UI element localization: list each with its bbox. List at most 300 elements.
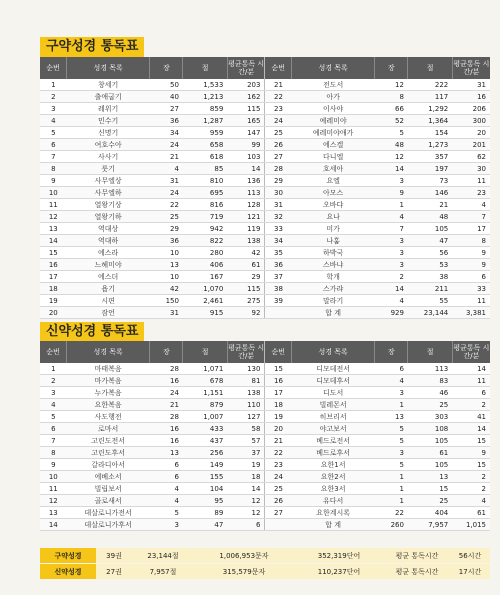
ot-cell-minutes: 115 [227, 103, 265, 115]
ot-cell-chapters: 3 [375, 175, 408, 187]
ot-cell-order: 1 [40, 79, 67, 91]
ot-cell-minutes: 162 [227, 91, 265, 103]
ot-cell-chapters: 7 [375, 223, 408, 235]
nt-cell-book: 디모데후서 [292, 375, 375, 387]
ot-cell-verses: 117 [408, 91, 452, 103]
nt-cell-minutes: 19 [227, 459, 265, 471]
nt-cell-chapters: 1 [375, 399, 408, 411]
ot-cell-minutes: 11 [452, 295, 490, 307]
ot-cell-verses: 942 [183, 223, 227, 235]
table-row [40, 247, 490, 259]
summary-cell: 315,579문자 [194, 564, 294, 580]
table-row [40, 375, 490, 387]
nt-cell-book: 골로새서 [67, 495, 150, 507]
ot-cell-order: 28 [265, 163, 292, 175]
ot-cell-order: 14 [40, 235, 67, 247]
nt-cell-minutes: 110 [227, 399, 265, 411]
nt-cell-verses: 678 [183, 375, 227, 387]
ot-cell-book: 합 계 [292, 307, 375, 319]
ot-cell-verses: 695 [183, 187, 227, 199]
ot-cell-chapters: 3 [375, 259, 408, 271]
nt-cell-order: 22 [265, 447, 292, 459]
nt-cell-verses: 7,957 [408, 519, 452, 531]
nt-cell-order: 15 [265, 363, 292, 375]
nt-cell-minutes: 12 [227, 507, 265, 519]
nt-cell-chapters: 21 [150, 399, 183, 411]
nt-cell-verses: 149 [183, 459, 227, 471]
table-row [40, 387, 490, 399]
ot-cell-book: 역대상 [67, 223, 150, 235]
nt-cell-minutes: 14 [227, 483, 265, 495]
ot-cell-order: 22 [265, 91, 292, 103]
ot-cell-order: 11 [40, 199, 67, 211]
ot-cell-order: 38 [265, 283, 292, 295]
nt-cell-chapters: 5 [150, 507, 183, 519]
nt-col-header-book: 성경 목록 [67, 341, 150, 363]
nt-cell-minutes: 61 [452, 507, 490, 519]
ot-cell-verses: 222 [408, 79, 452, 91]
ot-cell-minutes: 128 [227, 199, 265, 211]
table-row [40, 307, 490, 319]
nt-cell-verses: 13 [408, 471, 452, 483]
ot-cell-order: 9 [40, 175, 67, 187]
ot-cell-order: 5 [40, 127, 67, 139]
nt-cell-minutes: 15 [452, 459, 490, 471]
ot-cell-order: 32 [265, 211, 292, 223]
ot-cell-order: 15 [40, 247, 67, 259]
nt-cell-verses: 47 [183, 519, 227, 531]
ot-cell-chapters: 929 [375, 307, 408, 319]
ot-cell-book: 아모스 [292, 187, 375, 199]
nt-cell-book: 마태복음 [67, 363, 150, 375]
nt-cell-book: 고린도전서 [67, 435, 150, 447]
ot-cell-minutes: 206 [452, 103, 490, 115]
ot-section-title: 구약성경 통독표 [40, 37, 144, 57]
nt-cell-order: 17 [265, 387, 292, 399]
ot-cell-minutes: 115 [227, 283, 265, 295]
ot-cell-order: 24 [265, 115, 292, 127]
nt-col-header-chapters: 장 [150, 341, 183, 363]
table-row [40, 295, 490, 307]
ot-cell-order [265, 307, 292, 319]
nt-cell-order: 5 [40, 411, 67, 423]
nt-cell-order: 27 [265, 507, 292, 519]
nt-cell-chapters: 4 [375, 375, 408, 387]
nt-cell-order: 26 [265, 495, 292, 507]
table-row [40, 423, 490, 435]
ot-cell-verses: 85 [183, 163, 227, 175]
nt-cell-chapters: 3 [150, 519, 183, 531]
nt-cell-order: 9 [40, 459, 67, 471]
nt-cell-chapters: 16 [150, 375, 183, 387]
nt-col-header-book: 성경 목록 [292, 341, 375, 363]
ot-cell-chapters: 50 [150, 79, 183, 91]
ot-cell-minutes: 23 [452, 187, 490, 199]
ot-cell-minutes: 121 [227, 211, 265, 223]
ot-cell-order: 34 [265, 235, 292, 247]
nt-cell-book: 유다서 [292, 495, 375, 507]
nt-cell-chapters: 6 [150, 471, 183, 483]
table-row [40, 103, 490, 115]
ot-cell-minutes: 61 [227, 259, 265, 271]
ot-cell-order: 18 [40, 283, 67, 295]
ot-cell-verses: 280 [183, 247, 227, 259]
ot-cell-book: 스바냐 [292, 259, 375, 271]
ot-cell-book: 느헤미야 [67, 259, 150, 271]
ot-cell-minutes: 201 [452, 139, 490, 151]
ot-cell-verses: 406 [183, 259, 227, 271]
ot-cell-chapters: 66 [375, 103, 408, 115]
nt-col-header-order: 순번 [265, 341, 292, 363]
nt-cell-chapters: 5 [375, 459, 408, 471]
ot-cell-verses: 105 [408, 223, 452, 235]
ot-cell-minutes: 113 [227, 187, 265, 199]
nt-cell-chapters: 1 [375, 495, 408, 507]
ot-cell-minutes: 6 [452, 271, 490, 283]
ot-cell-book: 미가 [292, 223, 375, 235]
ot-cell-verses: 48 [408, 211, 452, 223]
nt-cell-chapters: 16 [150, 423, 183, 435]
summary-cell: 신약성경 [40, 564, 96, 580]
nt-col-header-verses: 절 [183, 341, 227, 363]
ot-cell-minutes: 33 [452, 283, 490, 295]
ot-cell-order: 13 [40, 223, 67, 235]
nt-cell-minutes: 14 [452, 423, 490, 435]
ot-cell-verses: 859 [183, 103, 227, 115]
nt-section-title: 신약성경 통독표 [40, 322, 144, 342]
nt-cell-chapters: 13 [375, 411, 408, 423]
summary-cell: 평균 통독시간 [384, 548, 450, 564]
nt-cell-minutes: 4 [452, 495, 490, 507]
ot-cell-minutes: 30 [452, 163, 490, 175]
ot-cell-book: 사사기 [67, 151, 150, 163]
ot-cell-chapters: 31 [150, 175, 183, 187]
ot-col-header-minutes: 평균통독 시간/분 [452, 57, 490, 79]
ot-cell-order: 26 [265, 139, 292, 151]
ot-cell-minutes: 103 [227, 151, 265, 163]
ot-cell-chapters: 2 [375, 271, 408, 283]
nt-cell-chapters: 4 [150, 495, 183, 507]
ot-cell-minutes: 9 [452, 247, 490, 259]
nt-cell-verses: 303 [408, 411, 452, 423]
ot-cell-minutes: 203 [227, 79, 265, 91]
ot-cell-verses: 658 [183, 139, 227, 151]
ot-cell-order: 7 [40, 151, 67, 163]
ot-cell-minutes: 42 [227, 247, 265, 259]
ot-cell-order: 16 [40, 259, 67, 271]
nt-col-header-verses: 절 [408, 341, 452, 363]
nt-cell-verses: 15 [408, 483, 452, 495]
table-row [40, 435, 490, 447]
ot-cell-chapters: 31 [150, 307, 183, 319]
table-row [40, 283, 490, 295]
ot-cell-order: 19 [40, 295, 67, 307]
ot-col-header-book: 성경 목록 [292, 57, 375, 79]
table-row [40, 411, 490, 423]
nt-cell-order: 10 [40, 471, 67, 483]
nt-cell-book: 데살로니가후서 [67, 519, 150, 531]
ot-cell-minutes: 14 [227, 163, 265, 175]
nt-cell-verses: 155 [183, 471, 227, 483]
nt-cell-verses: 433 [183, 423, 227, 435]
table-row [40, 91, 490, 103]
ot-cell-book: 스가랴 [292, 283, 375, 295]
nt-cell-order: 25 [265, 483, 292, 495]
nt-cell-book: 요한3서 [292, 483, 375, 495]
ot-cell-chapters: 5 [375, 127, 408, 139]
ot-cell-order: 37 [265, 271, 292, 283]
ot-cell-verses: 167 [183, 271, 227, 283]
summary-row [40, 564, 490, 580]
ot-cell-chapters: 1 [375, 199, 408, 211]
ot-cell-minutes: 20 [452, 127, 490, 139]
ot-cell-book: 이사야 [292, 103, 375, 115]
nt-cell-verses: 1,007 [183, 411, 227, 423]
ot-cell-chapters: 14 [375, 283, 408, 295]
summary-cell: 56시간 [450, 548, 490, 564]
ot-cell-chapters: 40 [150, 91, 183, 103]
ot-cell-chapters: 52 [375, 115, 408, 127]
ot-cell-order: 39 [265, 295, 292, 307]
ot-cell-verses: 2,461 [183, 295, 227, 307]
nt-cell-verses: 83 [408, 375, 452, 387]
summary-cell: 23,144절 [132, 548, 194, 564]
ot-cell-verses: 55 [408, 295, 452, 307]
nt-cell-minutes: 37 [227, 447, 265, 459]
ot-cell-verses: 1,533 [183, 79, 227, 91]
nt-cell-minutes: 18 [227, 471, 265, 483]
nt-cell-verses: 46 [408, 387, 452, 399]
ot-cell-book: 민수기 [67, 115, 150, 127]
nt-cell-book: 요한1서 [292, 459, 375, 471]
nt-cell-chapters: 1 [375, 483, 408, 495]
ot-cell-book: 열왕기하 [67, 211, 150, 223]
table-row [40, 187, 490, 199]
ot-cell-book: 여호수아 [67, 139, 150, 151]
ot-cell-chapters: 24 [150, 187, 183, 199]
ot-cell-book: 오바댜 [292, 199, 375, 211]
ot-cell-minutes: 275 [227, 295, 265, 307]
ot-cell-verses: 23,144 [408, 307, 452, 319]
ot-cell-chapters: 24 [150, 139, 183, 151]
ot-cell-chapters: 22 [150, 199, 183, 211]
nt-cell-verses: 95 [183, 495, 227, 507]
ot-col-header-chapters: 장 [150, 57, 183, 79]
ot-cell-chapters: 3 [375, 235, 408, 247]
nt-cell-chapters: 3 [375, 447, 408, 459]
ot-cell-minutes: 17 [452, 223, 490, 235]
ot-col-header-verses: 절 [408, 57, 452, 79]
ot-cell-book: 요엘 [292, 175, 375, 187]
nt-col-header-minutes: 평균통독 시간/분 [452, 341, 490, 363]
summary-cell: 1,006,953문자 [194, 548, 294, 564]
table-row [40, 199, 490, 211]
ot-cell-book: 레위기 [67, 103, 150, 115]
ot-cell-chapters: 150 [150, 295, 183, 307]
ot-cell-chapters: 42 [150, 283, 183, 295]
table-row [40, 211, 490, 223]
ot-cell-book: 예레미야애가 [292, 127, 375, 139]
summary-cell: 평균 통독시간 [384, 564, 450, 580]
ot-cell-minutes: 29 [227, 271, 265, 283]
nt-cell-verses: 61 [408, 447, 452, 459]
summary-cell: 구약성경 [40, 548, 96, 564]
ot-cell-verses: 53 [408, 259, 452, 271]
summary-cell: 352,319단어 [294, 548, 384, 564]
ot-cell-book: 에스겔 [292, 139, 375, 151]
ot-cell-book: 예레미야 [292, 115, 375, 127]
ot-cell-order: 12 [40, 211, 67, 223]
nt-cell-verses: 25 [408, 399, 452, 411]
nt-cell-book: 고린도후서 [67, 447, 150, 459]
ot-cell-chapters: 8 [375, 91, 408, 103]
nt-cell-order: 14 [40, 519, 67, 531]
ot-cell-book: 요나 [292, 211, 375, 223]
nt-cell-chapters: 5 [375, 423, 408, 435]
ot-cell-chapters: 12 [375, 151, 408, 163]
nt-header-row [40, 341, 490, 363]
ot-cell-book: 잠언 [67, 307, 150, 319]
ot-cell-verses: 47 [408, 235, 452, 247]
ot-cell-verses: 73 [408, 175, 452, 187]
nt-cell-minutes: 2 [452, 399, 490, 411]
nt-cell-order: 2 [40, 375, 67, 387]
ot-cell-book: 말라기 [292, 295, 375, 307]
table-row [40, 259, 490, 271]
table-row [40, 235, 490, 247]
nt-cell-book: 사도행전 [67, 411, 150, 423]
ot-cell-order: 36 [265, 259, 292, 271]
nt-cell-minutes: 58 [227, 423, 265, 435]
ot-cell-order: 8 [40, 163, 67, 175]
ot-cell-chapters: 4 [150, 163, 183, 175]
nt-cell-order: 7 [40, 435, 67, 447]
table-row [40, 115, 490, 127]
ot-cell-book: 창세기 [67, 79, 150, 91]
nt-cell-chapters: 4 [150, 483, 183, 495]
ot-cell-verses: 211 [408, 283, 452, 295]
nt-cell-verses: 256 [183, 447, 227, 459]
ot-cell-minutes: 147 [227, 127, 265, 139]
nt-cell-order: 11 [40, 483, 67, 495]
nt-cell-chapters: 24 [150, 387, 183, 399]
ot-cell-verses: 38 [408, 271, 452, 283]
nt-cell-minutes: 81 [227, 375, 265, 387]
nt-cell-order: 23 [265, 459, 292, 471]
ot-col-header-chapters: 장 [375, 57, 408, 79]
ot-cell-minutes: 92 [227, 307, 265, 319]
nt-cell-order: 21 [265, 435, 292, 447]
nt-cell-verses: 437 [183, 435, 227, 447]
ot-cell-chapters: 36 [150, 115, 183, 127]
ot-cell-book: 시편 [67, 295, 150, 307]
nt-cell-minutes: 6 [227, 519, 265, 531]
ot-cell-order: 31 [265, 199, 292, 211]
nt-cell-chapters: 28 [150, 411, 183, 423]
table-row [40, 271, 490, 283]
nt-cell-verses: 108 [408, 423, 452, 435]
table-row [40, 471, 490, 483]
nt-cell-minutes: 2 [452, 471, 490, 483]
nt-cell-order: 12 [40, 495, 67, 507]
summary-cell: 39권 [96, 548, 132, 564]
ot-cell-minutes: 99 [227, 139, 265, 151]
ot-cell-chapters: 4 [375, 295, 408, 307]
table-row [40, 127, 490, 139]
ot-cell-chapters: 21 [150, 151, 183, 163]
nt-cell-chapters: 6 [375, 363, 408, 375]
ot-cell-verses: 816 [183, 199, 227, 211]
table-row [40, 495, 490, 507]
nt-cell-chapters: 260 [375, 519, 408, 531]
nt-cell-order: 3 [40, 387, 67, 399]
ot-cell-verses: 1,070 [183, 283, 227, 295]
table-row [40, 399, 490, 411]
ot-cell-chapters: 3 [375, 247, 408, 259]
ot-cell-chapters: 34 [150, 127, 183, 139]
ot-cell-book: 역대하 [67, 235, 150, 247]
nt-cell-minutes: 9 [452, 447, 490, 459]
ot-cell-order: 17 [40, 271, 67, 283]
ot-cell-minutes: 136 [227, 175, 265, 187]
nt-cell-minutes: 15 [452, 435, 490, 447]
nt-cell-book: 요한복음 [67, 399, 150, 411]
ot-col-header-order: 순번 [265, 57, 292, 79]
nt-cell-chapters: 28 [150, 363, 183, 375]
table-row [40, 507, 490, 519]
nt-cell-chapters: 5 [375, 435, 408, 447]
nt-cell-book: 디모데전서 [292, 363, 375, 375]
ot-cell-minutes: 11 [452, 175, 490, 187]
ot-cell-verses: 1,364 [408, 115, 452, 127]
nt-cell-order: 20 [265, 423, 292, 435]
ot-cell-verses: 357 [408, 151, 452, 163]
nt-cell-minutes: 41 [452, 411, 490, 423]
ot-cell-chapters: 14 [375, 163, 408, 175]
ot-cell-minutes: 31 [452, 79, 490, 91]
ot-cell-chapters: 4 [375, 211, 408, 223]
ot-cell-order: 33 [265, 223, 292, 235]
ot-cell-minutes: 119 [227, 223, 265, 235]
ot-cell-order: 3 [40, 103, 67, 115]
ot-cell-order: 6 [40, 139, 67, 151]
nt-col-header-minutes: 평균통독 시간/분 [227, 341, 265, 363]
nt-cell-verses: 89 [183, 507, 227, 519]
ot-col-header-book: 성경 목록 [67, 57, 150, 79]
ot-cell-verses: 1,292 [408, 103, 452, 115]
nt-cell-minutes: 12 [227, 495, 265, 507]
nt-cell-minutes: 2 [452, 483, 490, 495]
ot-cell-verses: 719 [183, 211, 227, 223]
ot-cell-book: 하박국 [292, 247, 375, 259]
ot-cell-order: 21 [265, 79, 292, 91]
nt-cell-book: 디도서 [292, 387, 375, 399]
nt-cell-book: 베드로후서 [292, 447, 375, 459]
nt-cell-minutes: 1,015 [452, 519, 490, 531]
nt-cell-verses: 1,071 [183, 363, 227, 375]
ot-cell-verses: 618 [183, 151, 227, 163]
table-row [40, 483, 490, 495]
nt-cell-minutes: 6 [452, 387, 490, 399]
ot-col-header-order: 순번 [40, 57, 67, 79]
ot-cell-chapters: 10 [150, 271, 183, 283]
ot-cell-order: 10 [40, 187, 67, 199]
ot-cell-minutes: 16 [452, 91, 490, 103]
nt-cell-book: 갈라디아서 [67, 459, 150, 471]
ot-cell-minutes: 138 [227, 235, 265, 247]
ot-cell-order: 4 [40, 115, 67, 127]
ot-cell-book: 에스더 [67, 271, 150, 283]
